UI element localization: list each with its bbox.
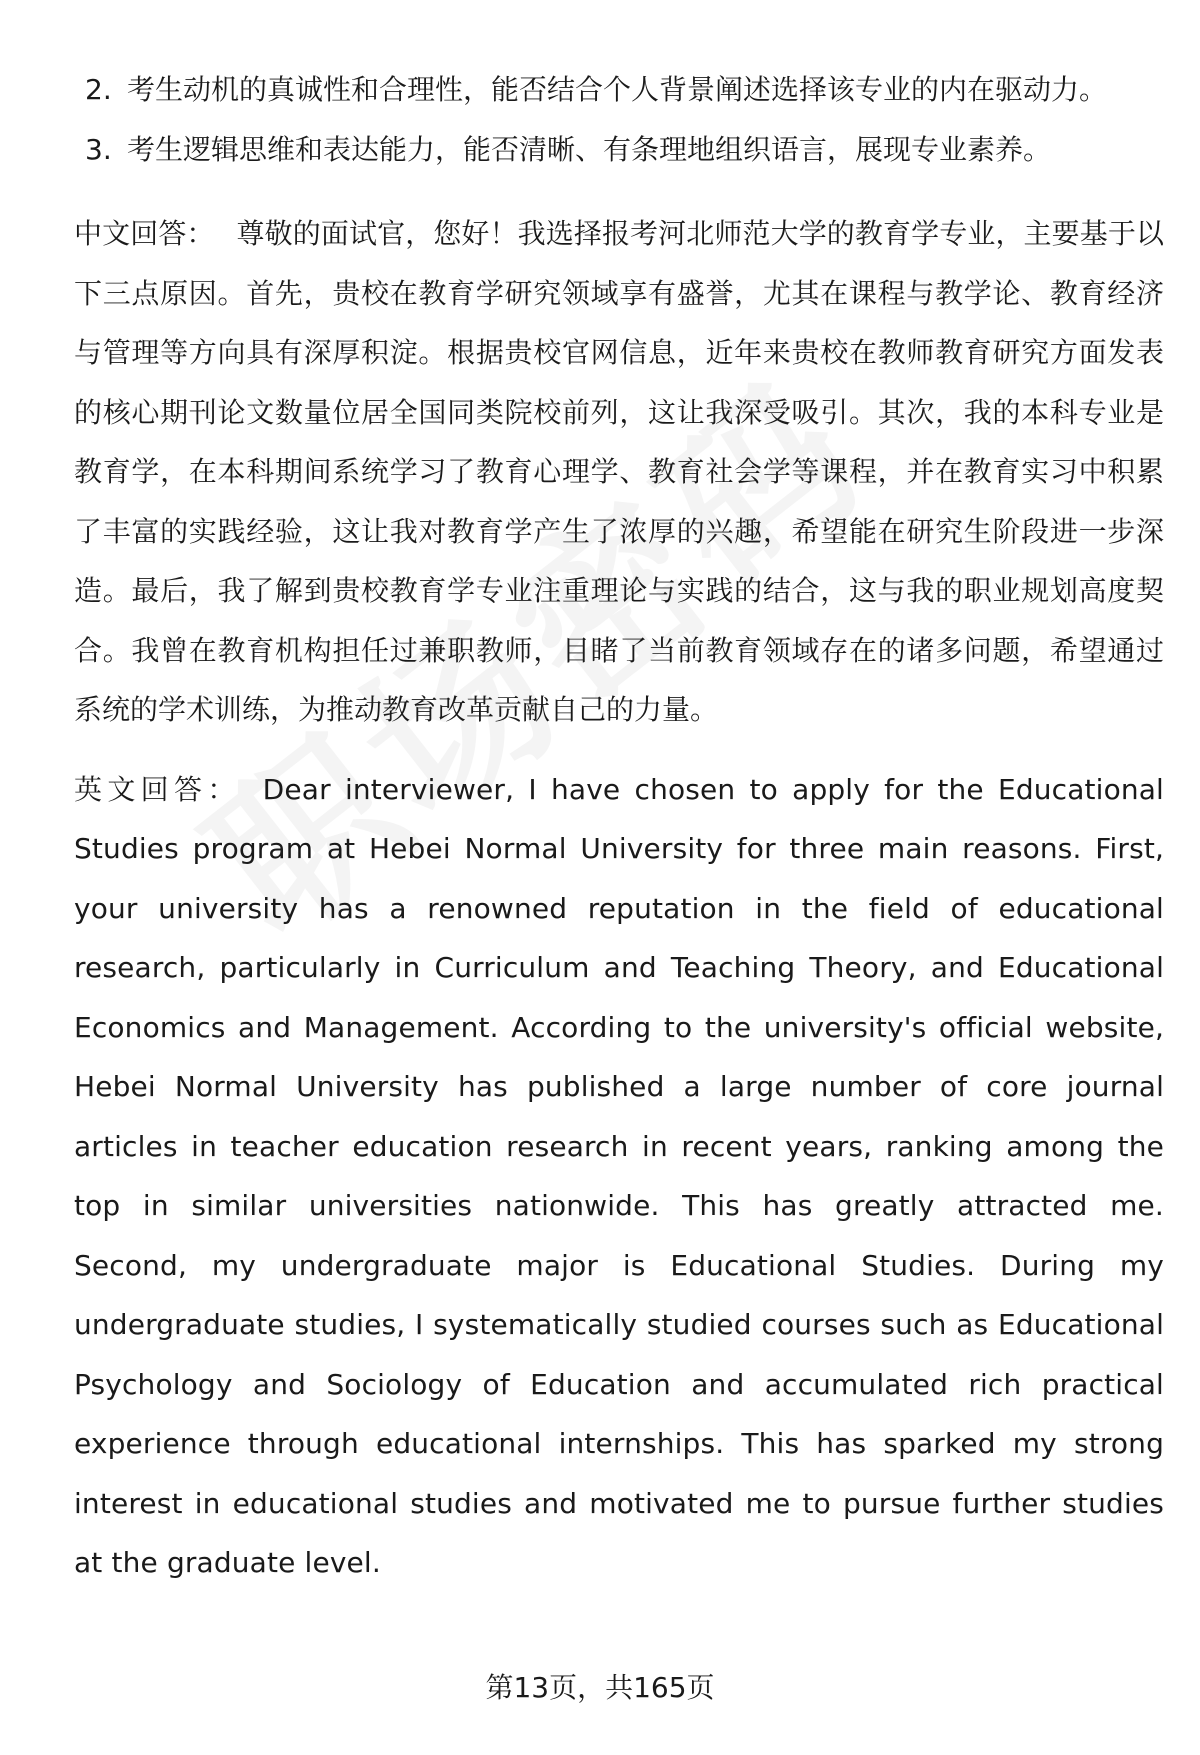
list-item-text: 考生逻辑思维和表达能力，能否清晰、有条理地组织语言，展现专业素养。 xyxy=(127,133,1052,166)
list-item-number: 2. xyxy=(85,73,112,106)
page-number: 第13页，共165页 xyxy=(485,1671,715,1704)
chinese-answer-paragraph xyxy=(74,204,1164,740)
chinese-answer-label: 中文回答： xyxy=(74,217,215,250)
english-answer-paragraph xyxy=(74,760,1164,1593)
list-item-text: 考生动机的真诚性和合理性，能否结合个人背景阐述选择该专业的内在驱动力。 xyxy=(127,73,1108,106)
english-answer-label: 英文回答： xyxy=(74,772,241,806)
english-answer-text: Dear interviewer, I have chosen to apply for the Educational Studies program at Hebei Normal University for three main reasons. First, your university has a renowned reputation in the field of educational research, particularly in Curriculum and Teaching Theory, and Educational Economics and Management. According to the university's official website, Hebei Normal University has published a large number of core journal articles in teacher education research in recent years, ranking among the top in similar universities nationwide. This has greatly attracted me. Second, my undergraduate major is Educational Studies. During my undergraduate studies, I systematically studied courses such as Educational Psychology and Sociology of Education and accumulated rich practical experience through educational internships. This has sparked my strong interest in educational studies and motivated me to pursue further studies at the graduate level. xyxy=(74,772,1164,1579)
evaluation-criteria-list xyxy=(74,60,1164,180)
list-item xyxy=(74,60,1164,120)
list-item-number: 3. xyxy=(85,133,112,166)
list-item xyxy=(74,120,1164,180)
chinese-answer-text: 尊敬的面试官，您好！我选择报考河北师范大学的教育学专业，主要基于以下三点原因。首先，贵校在教育学研究领域享有盛誉，尤其在课程与教学论、教育经济与管理等方向具有深厚积淀。根据贵校官网信息，近年来贵校在教师教育研究方面发表的核心期刊论文数量位居全国同类院校前列，这让我深受吸引。其次，我的本科专业是教育学，在本科期间系统学习了教育心理学、教育社会学等课程，并在教育实习中积累了丰富的实践经验，这让我对教育学产生了浓厚的兴趣，希望能在研究生阶段进一步深造。最后，我了解到贵校教育学专业注重理论与实践的结合，这与我的职业规划高度契合。我曾在教育机构担任过兼职教师，目睹了当前教育领域存在的诸多问题，希望通过系统的学术训练，为推动教育改革贡献自己的力量。 xyxy=(74,217,1164,726)
document-body xyxy=(74,60,1164,1593)
